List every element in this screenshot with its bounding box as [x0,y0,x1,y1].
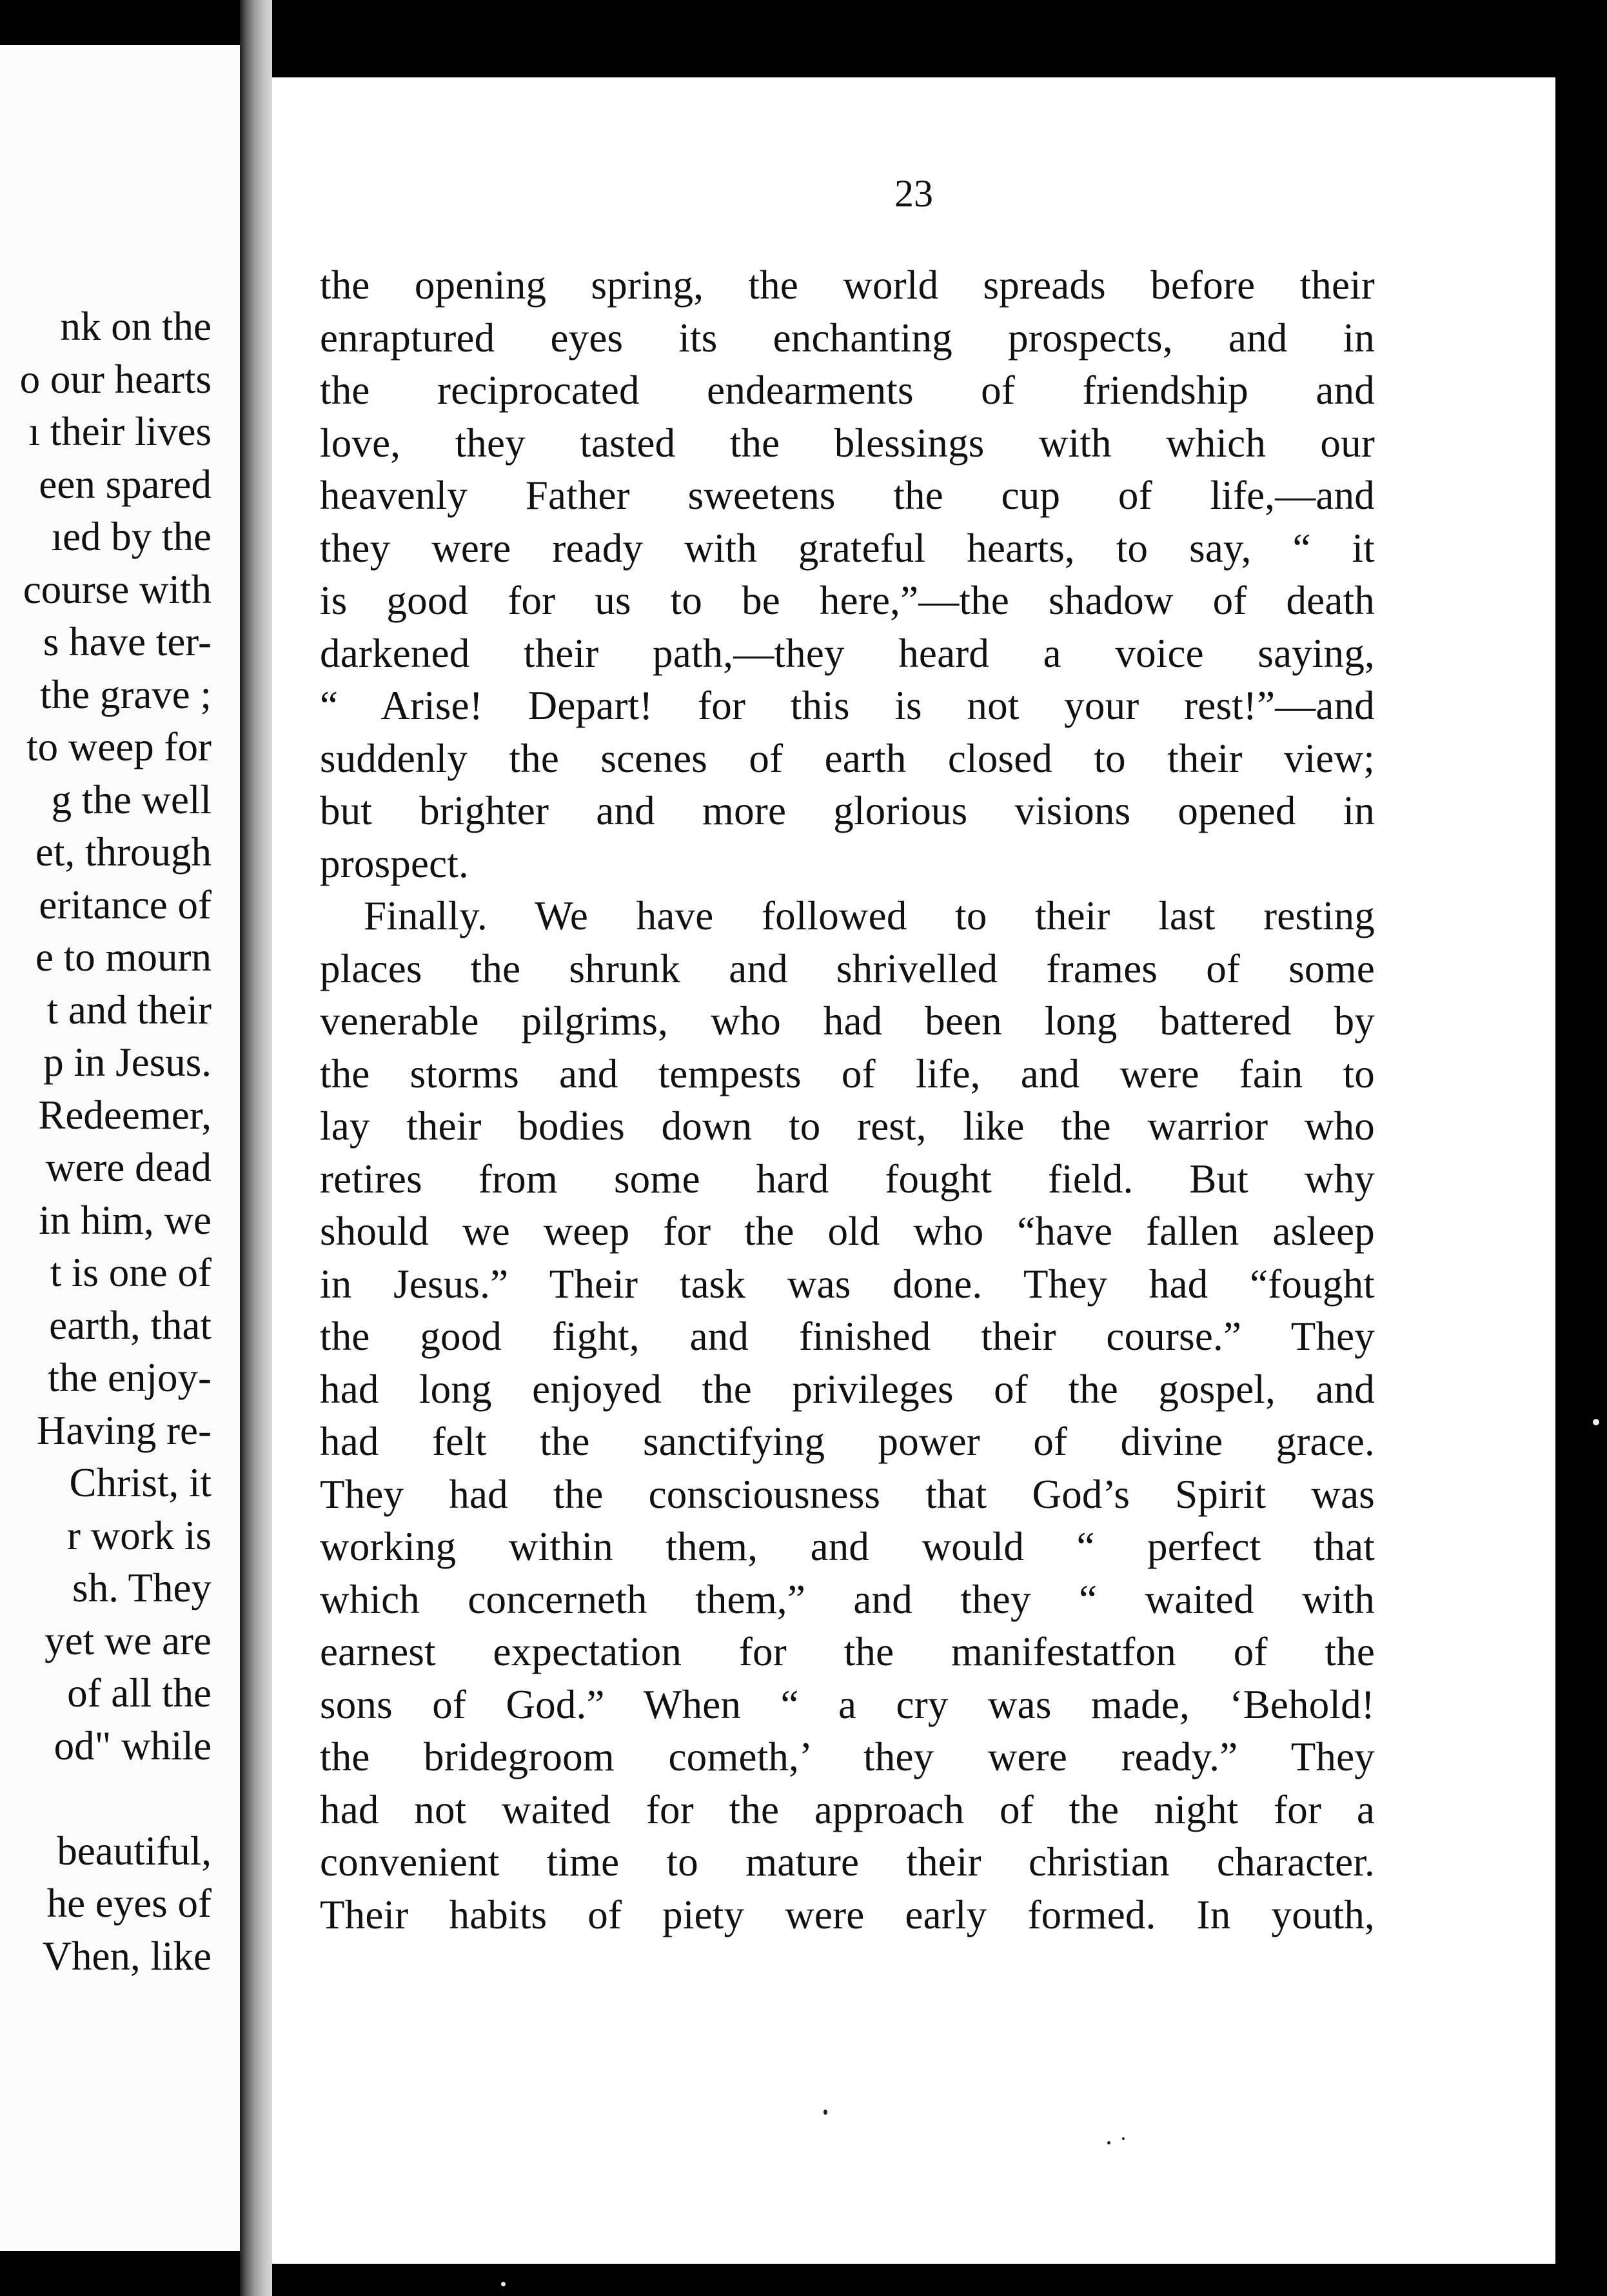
previous-page-line: earth, that [49,1302,212,1348]
text-line: but brighter and more glorious visions opened in [320,788,1375,833]
text-line: is good for us to be here,”—the shadow of death [320,578,1375,623]
text-line: heavenly Father sweetens the cup of life,—and [320,473,1375,518]
text-line: enraptured eyes its enchanting prospects, and in [320,315,1375,361]
scan-speck [823,2110,827,2115]
previous-page-line: beautiful, [57,1828,212,1874]
text-line: should we weep for the old who “have fallen asleep [320,1209,1375,1254]
previous-page-line: the enjoy- [48,1355,212,1400]
previous-page-line: s have ter- [43,619,212,664]
text-line: places the shrunk and shrivelled frames of some [320,945,1375,991]
text-line: the opening spring, the world spreads before their [320,262,1375,308]
text-line: They had the consciousness that God’s Spirit was [320,1471,1375,1517]
previous-page-line: nk on the [60,304,212,349]
previous-page-line: to weep for [26,724,212,769]
previous-page-fragment [0,45,240,2251]
previous-page-line: od" while [54,1723,212,1768]
text-line: the storms and tempests of life, and were fain to [320,1051,1375,1096]
current-page [272,77,1555,2264]
previous-page-line: of all the [67,1670,212,1716]
previous-page-text [20,301,212,1983]
previous-page-line: ı their lives [28,409,212,454]
previous-page-line: r work is [67,1512,212,1558]
book-gutter [240,0,272,2296]
previous-page-line [20,1772,212,1825]
page-body-text [320,259,1375,1941]
previous-page-line: sh. They [72,1565,212,1610]
previous-page-line: Vhen, like [42,1933,212,1979]
text-line: prospect. [320,840,469,886]
text-line: suddenly the scenes of earth closed to their view; [320,735,1375,781]
text-line: venerable pilgrims, who had been long battered by [320,998,1375,1044]
text-line: the bridegroom cometh,’ they were ready.” They [320,1734,1375,1779]
text-line: in Jesus.” Their task was done. They had “fought [320,1261,1375,1307]
text-line: “ Arise! Depart! for this is not your rest!”—and [320,683,1375,728]
previous-page-line: t and their [46,987,212,1033]
previous-page-line: et, through [35,829,212,875]
paragraph [320,890,1375,1941]
previous-page-line: eritance of [39,882,212,927]
previous-page-line: o our hearts [19,356,212,402]
text-line: retires from some hard fought field. But why [320,1156,1375,1202]
scan-speck [1593,1419,1599,1425]
text-line: they were ready with grateful hearts, to say, “ it [320,525,1375,571]
paragraph [320,259,1375,890]
previous-page-line: yet we are [44,1618,212,1663]
previous-page-line: t is one of [50,1250,212,1295]
text-line: convenient time to mature their christian character. [320,1839,1375,1885]
scan-speck [1122,2137,1125,2140]
previous-page-line: p in Jesus. [43,1040,212,1085]
text-line: sons of God.” When “ a cry was made, ‘Behold! [320,1681,1375,1727]
text-line: had long enjoyed the privileges of the gospel, and [320,1366,1375,1412]
previous-page-line: course with [23,566,212,612]
previous-page-line: he eyes of [46,1881,212,1926]
text-line: Finally. We have followed to their last resting [364,893,1375,938]
text-line: had not waited for the approach of the night for a [320,1786,1375,1832]
text-line: working within them, and would “ perfect that [320,1524,1375,1569]
previous-page-line: Redeemer, [38,1092,212,1138]
previous-page-line: e to mourn [35,935,212,980]
previous-page-line: Christ, it [69,1460,212,1505]
previous-page-line: were dead [45,1145,212,1190]
text-line: love, they tasted the blessings with which our [320,420,1375,466]
scan-speck [501,2282,506,2286]
previous-page-line: ıed by the [51,514,212,559]
previous-page-line: een spared [39,461,212,507]
text-line: darkened their path,—they heard a voice saying, [320,630,1375,676]
text-line: Their habits of piety were early formed. In youth, [320,1892,1375,1937]
previous-page-line: Having re- [36,1407,212,1453]
text-line: the reciprocated endearments of friendship and [320,368,1375,413]
text-line: lay their bodies down to rest, like the warrior who [320,1103,1375,1149]
text-line: earnest expectation for the manifestatfon of the [320,1629,1375,1674]
scan-speck [1107,2141,1110,2144]
previous-page-line: g the well [51,777,212,822]
text-line: which concerneth them,” and they “ waited with [320,1576,1375,1622]
previous-page-line: in him, we [39,1197,212,1243]
previous-page-line: the grave ; [40,671,212,717]
page-number: 23 [894,172,933,215]
text-line: had felt the sanctifying power of divine grace. [320,1419,1375,1464]
text-line: the good fight, and finished their course.” They [320,1314,1375,1359]
